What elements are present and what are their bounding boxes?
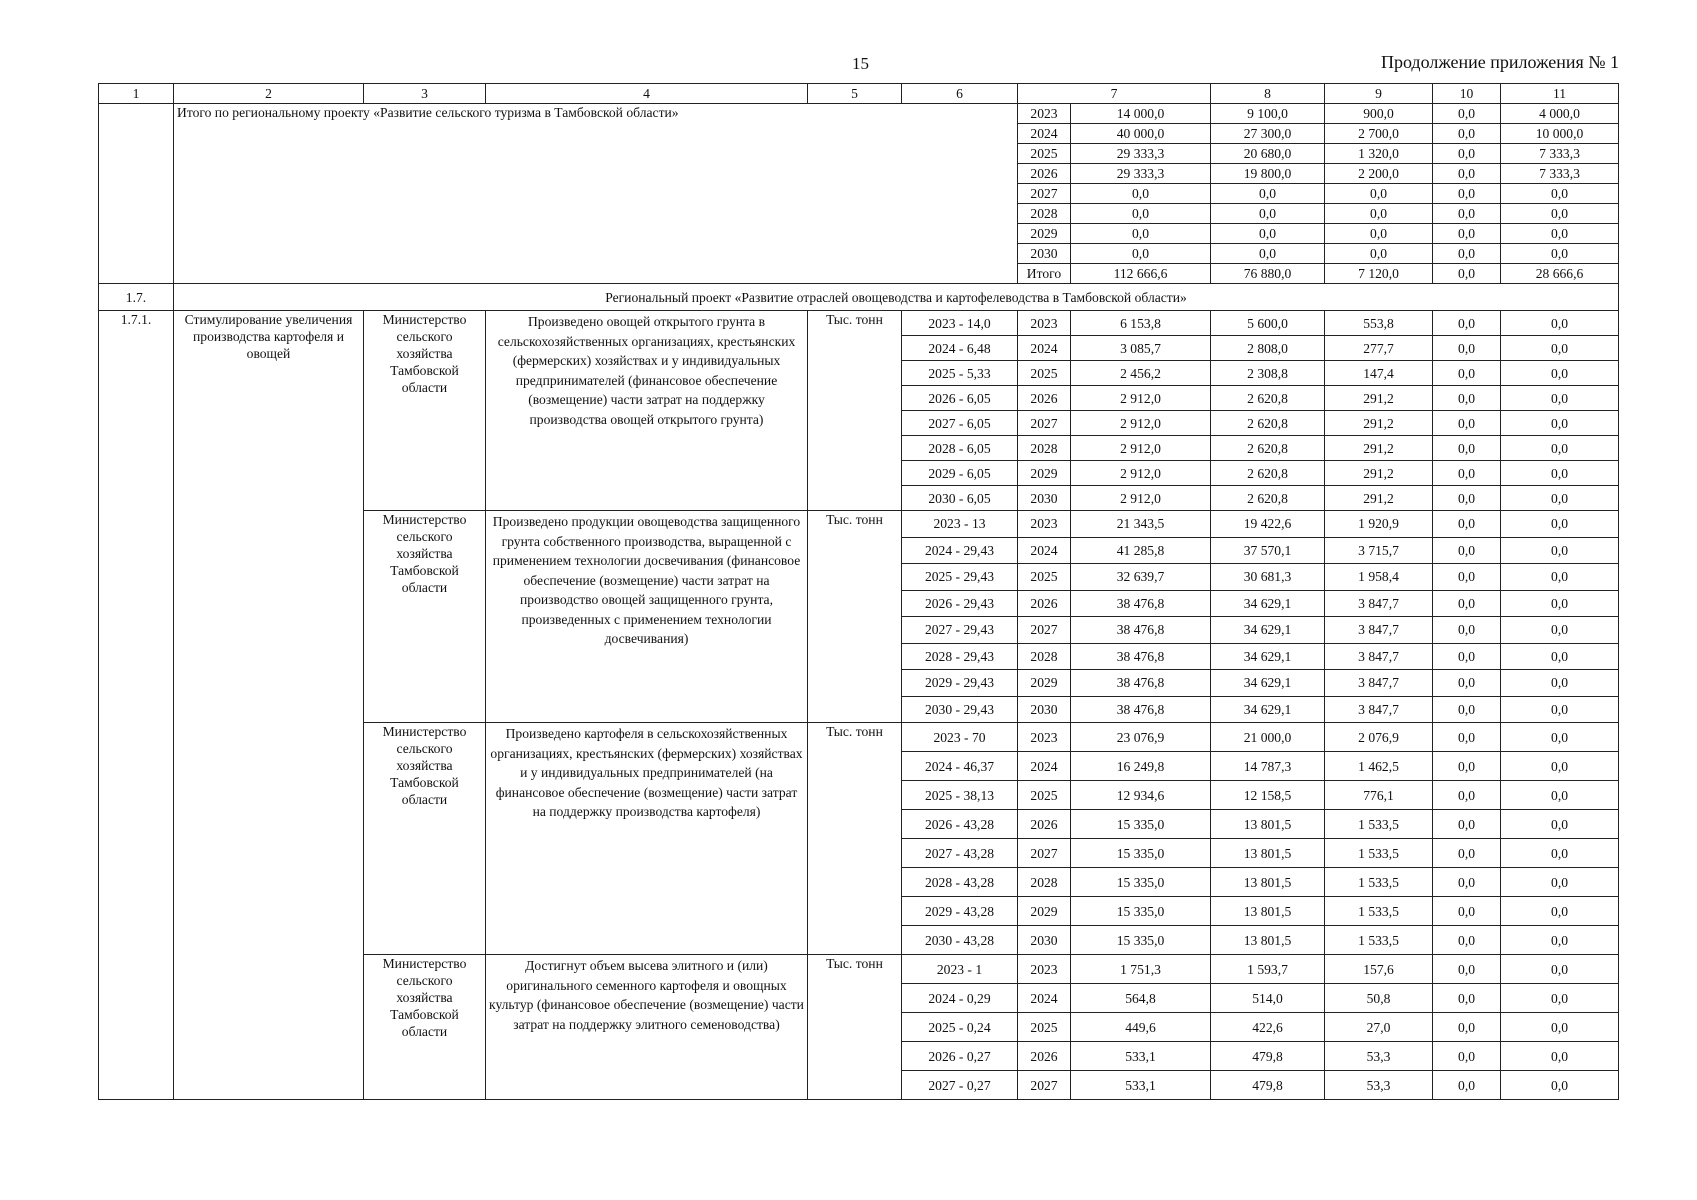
year-cell: 2030 (1018, 926, 1071, 955)
col-header: 1 (99, 84, 174, 104)
year-cell: 2026 (1018, 1042, 1071, 1071)
amount-cell: 3 715,7 (1325, 537, 1433, 564)
amount-cell: 0,0 (1433, 336, 1501, 361)
amount-cell: 0,0 (1433, 386, 1501, 411)
amount-cell: 1 751,3 (1071, 955, 1211, 984)
amount-cell: 0,0 (1433, 810, 1501, 839)
amount-cell: 6 153,8 (1071, 311, 1211, 336)
amount-cell: 0,0 (1433, 670, 1501, 697)
col-header: 2 (174, 84, 364, 104)
amount-cell: 1 533,5 (1325, 810, 1433, 839)
amount-cell: 1 533,5 (1325, 868, 1433, 897)
amount-cell: 147,4 (1325, 361, 1433, 386)
amount-cell: 0,0 (1433, 1071, 1501, 1100)
amount-cell: 27 300,0 (1211, 124, 1325, 144)
amount-cell: 0,0 (1433, 723, 1501, 752)
amount-cell: 0,0 (1433, 224, 1501, 244)
amount-cell: 2 200,0 (1325, 164, 1433, 184)
amount-cell: 0,0 (1211, 244, 1325, 264)
amount-cell: 0,0 (1433, 264, 1501, 284)
amount-cell: 4 000,0 (1501, 104, 1619, 124)
amount-cell: 0,0 (1211, 224, 1325, 244)
year-cell: 2030 (1018, 486, 1071, 511)
amount-cell: 0,0 (1211, 184, 1325, 204)
amount-cell: 0,0 (1433, 781, 1501, 810)
amount-cell: 23 076,9 (1071, 723, 1211, 752)
amount-cell: 21 000,0 (1211, 723, 1325, 752)
amount-cell: 0,0 (1433, 537, 1501, 564)
amount-cell: 0,0 (1325, 184, 1433, 204)
amount-cell: 38 476,8 (1071, 617, 1211, 644)
amount-cell: 15 335,0 (1071, 868, 1211, 897)
target-cell: 2028 - 6,05 (902, 436, 1018, 461)
target-cell: 2027 - 43,28 (902, 839, 1018, 868)
amount-cell: 0,0 (1501, 1071, 1619, 1100)
target-cell: 2025 - 29,43 (902, 564, 1018, 591)
amount-cell: 7 333,3 (1501, 144, 1619, 164)
amount-cell: 53,3 (1325, 1071, 1433, 1100)
amount-cell: 0,0 (1071, 244, 1211, 264)
target-cell: 2026 - 6,05 (902, 386, 1018, 411)
amount-cell: 10 000,0 (1501, 124, 1619, 144)
amount-cell: 0,0 (1325, 224, 1433, 244)
amount-cell: 0,0 (1071, 184, 1211, 204)
amount-cell: 0,0 (1501, 1013, 1619, 1042)
amount-cell: 19 800,0 (1211, 164, 1325, 184)
amount-cell: 3 847,7 (1325, 617, 1433, 644)
year-cell: 2027 (1018, 839, 1071, 868)
amount-cell: 19 422,6 (1211, 511, 1325, 538)
amount-cell: 29 333,3 (1071, 144, 1211, 164)
target-cell: 2028 - 43,28 (902, 868, 1018, 897)
amount-cell: 0,0 (1501, 311, 1619, 336)
summary-row (99, 104, 1619, 124)
amount-cell: 3 847,7 (1325, 696, 1433, 723)
amount-cell: 27,0 (1325, 1013, 1433, 1042)
amount-cell: 0,0 (1501, 224, 1619, 244)
amount-cell: 0,0 (1433, 124, 1501, 144)
amount-cell: 1 958,4 (1325, 564, 1433, 591)
executor-cell: Министерство сельского хозяйства Тамбовской области (364, 311, 486, 511)
amount-cell: 7 120,0 (1325, 264, 1433, 284)
amount-cell: 0,0 (1501, 696, 1619, 723)
amount-cell: 34 629,1 (1211, 617, 1325, 644)
amount-cell: 449,6 (1071, 1013, 1211, 1042)
amount-cell: 2 456,2 (1071, 361, 1211, 386)
year-cell: 2025 (1018, 1013, 1071, 1042)
year-cell: 2026 (1018, 386, 1071, 411)
year-cell: 2029 (1018, 461, 1071, 486)
amount-cell: 0,0 (1501, 868, 1619, 897)
amount-cell: 0,0 (1501, 537, 1619, 564)
amount-cell: 7 333,3 (1501, 164, 1619, 184)
amount-cell: 28 666,6 (1501, 264, 1619, 284)
target-cell: 2023 - 13 (902, 511, 1018, 538)
amount-cell: 38 476,8 (1071, 643, 1211, 670)
amount-cell: 0,0 (1433, 1013, 1501, 1042)
amount-cell: 15 335,0 (1071, 810, 1211, 839)
target-cell: 2029 - 6,05 (902, 461, 1018, 486)
amount-cell: 0,0 (1433, 868, 1501, 897)
amount-cell: 5 600,0 (1211, 311, 1325, 336)
executor-cell: Министерство сельского хозяйства Тамбовской области (364, 511, 486, 723)
amount-cell: 2 620,8 (1211, 386, 1325, 411)
amount-cell: 0,0 (1433, 696, 1501, 723)
amount-cell: 0,0 (1501, 810, 1619, 839)
target-cell: 2024 - 46,37 (902, 752, 1018, 781)
amount-cell: 16 249,8 (1071, 752, 1211, 781)
year-cell: 2030 (1018, 244, 1071, 264)
amount-cell: 0,0 (1501, 590, 1619, 617)
amount-cell: 0,0 (1501, 204, 1619, 224)
year-cell: 2025 (1018, 564, 1071, 591)
appendix-caption: Продолжение приложения № 1 (1380, 52, 1619, 72)
amount-cell: 0,0 (1501, 361, 1619, 386)
year-cell: 2027 (1018, 617, 1071, 644)
amount-cell: 2 620,8 (1211, 436, 1325, 461)
target-cell: 2024 - 0,29 (902, 984, 1018, 1013)
amount-cell: 0,0 (1501, 1042, 1619, 1071)
indicator-cell: Достигнут объем высева элитного и (или) оригинального семенного картофеля и овощных культур (финансовое обеспечение (возмещение) части затрат на поддержку элитного семеноводства) (486, 955, 808, 1100)
col-header: 3 (364, 84, 486, 104)
project-number: 1.7. (99, 284, 174, 311)
target-cell: 2026 - 0,27 (902, 1042, 1018, 1071)
amount-cell: 21 343,5 (1071, 511, 1211, 538)
amount-cell: 0,0 (1501, 617, 1619, 644)
target-cell: 2023 - 70 (902, 723, 1018, 752)
year-cell: 2023 (1018, 104, 1071, 124)
amount-cell: 564,8 (1071, 984, 1211, 1013)
summary-number-cell (99, 104, 174, 284)
amount-cell: 2 912,0 (1071, 436, 1211, 461)
amount-cell: 2 912,0 (1071, 461, 1211, 486)
amount-cell: 14 787,3 (1211, 752, 1325, 781)
amount-cell: 112 666,6 (1071, 264, 1211, 284)
amount-cell: 2 076,9 (1325, 723, 1433, 752)
amount-cell: 2 700,0 (1325, 124, 1433, 144)
amount-cell: 0,0 (1501, 897, 1619, 926)
amount-cell: 1 533,5 (1325, 897, 1433, 926)
amount-cell: 0,0 (1501, 781, 1619, 810)
year-cell: 2023 (1018, 511, 1071, 538)
year-cell: 2027 (1018, 411, 1071, 436)
amount-cell: 0,0 (1325, 244, 1433, 264)
amount-cell: 0,0 (1501, 564, 1619, 591)
amount-cell: 0,0 (1501, 926, 1619, 955)
unit-cell: Тыс. тонн (808, 723, 902, 955)
amount-cell: 30 681,3 (1211, 564, 1325, 591)
amount-cell: 0,0 (1501, 336, 1619, 361)
amount-cell: 38 476,8 (1071, 670, 1211, 697)
year-cell: 2029 (1018, 897, 1071, 926)
unit-cell: Тыс. тонн (808, 311, 902, 511)
target-cell: 2027 - 29,43 (902, 617, 1018, 644)
amount-cell: 0,0 (1433, 984, 1501, 1013)
amount-cell: 0,0 (1433, 436, 1501, 461)
amount-cell: 34 629,1 (1211, 590, 1325, 617)
amount-cell: 0,0 (1433, 361, 1501, 386)
year-cell: 2030 (1018, 696, 1071, 723)
amount-cell: 0,0 (1501, 184, 1619, 204)
amount-cell: 20 680,0 (1211, 144, 1325, 164)
year-cell: 2027 (1018, 184, 1071, 204)
amount-cell: 0,0 (1433, 104, 1501, 124)
year-cell: 2025 (1018, 144, 1071, 164)
amount-cell: 13 801,5 (1211, 868, 1325, 897)
indicator-cell: Произведено картофеля в сельскохозяйственных организациях, крестьянских (фермерских) хозяйствах и у индивидуальных предпринимателей (на финансовое обеспечение (возмещение) части затрат на поддержку производства картофеля) (486, 723, 808, 955)
amount-cell: 0,0 (1433, 411, 1501, 436)
unit-cell: Тыс. тонн (808, 511, 902, 723)
amount-cell: 0,0 (1433, 839, 1501, 868)
target-cell: 2024 - 29,43 (902, 537, 1018, 564)
amount-cell: 0,0 (1433, 617, 1501, 644)
amount-cell: 0,0 (1433, 564, 1501, 591)
amount-cell: 479,8 (1211, 1042, 1325, 1071)
amount-cell: 14 000,0 (1071, 104, 1211, 124)
col-header: 7 (1018, 84, 1211, 104)
year-cell: 2029 (1018, 224, 1071, 244)
amount-cell: 38 476,8 (1071, 696, 1211, 723)
year-cell: 2026 (1018, 810, 1071, 839)
amount-cell: 2 808,0 (1211, 336, 1325, 361)
summary-label: Итого по региональному проекту «Развитие сельского туризма в Тамбовской области» (174, 104, 1018, 284)
amount-cell: 0,0 (1433, 486, 1501, 511)
amount-cell: 0,0 (1501, 752, 1619, 781)
measure-name: Стимулирование увеличения производства картофеля и овощей (174, 311, 364, 1100)
amount-cell: 34 629,1 (1211, 643, 1325, 670)
amount-cell: 0,0 (1433, 244, 1501, 264)
amount-cell: 0,0 (1501, 839, 1619, 868)
amount-cell: 0,0 (1071, 224, 1211, 244)
amount-cell: 0,0 (1501, 670, 1619, 697)
amount-cell: 1 320,0 (1325, 144, 1433, 164)
amount-cell: 12 158,5 (1211, 781, 1325, 810)
year-cell: 2024 (1018, 336, 1071, 361)
target-cell: 2030 - 6,05 (902, 486, 1018, 511)
year-cell: 2023 (1018, 955, 1071, 984)
amount-cell: 1 462,5 (1325, 752, 1433, 781)
target-cell: 2025 - 0,24 (902, 1013, 1018, 1042)
data-row (99, 311, 1619, 336)
amount-cell: 0,0 (1501, 386, 1619, 411)
amount-cell: 2 620,8 (1211, 486, 1325, 511)
amount-cell: 38 476,8 (1071, 590, 1211, 617)
amount-cell: 291,2 (1325, 386, 1433, 411)
target-cell: 2028 - 29,43 (902, 643, 1018, 670)
target-cell: 2030 - 29,43 (902, 696, 1018, 723)
amount-cell: 277,7 (1325, 336, 1433, 361)
amount-cell: 3 085,7 (1071, 336, 1211, 361)
year-cell: 2025 (1018, 781, 1071, 810)
amount-cell: 15 335,0 (1071, 839, 1211, 868)
amount-cell: 533,1 (1071, 1071, 1211, 1100)
amount-cell: 1 533,5 (1325, 926, 1433, 955)
amount-cell: 0,0 (1501, 411, 1619, 436)
executor-cell: Министерство сельского хозяйства Тамбовской области (364, 723, 486, 955)
year-cell: 2023 (1018, 723, 1071, 752)
amount-cell: 291,2 (1325, 461, 1433, 486)
amount-cell: 0,0 (1433, 1042, 1501, 1071)
column-number-row (99, 84, 1619, 104)
amount-cell: 514,0 (1211, 984, 1325, 1013)
amount-cell: 0,0 (1211, 204, 1325, 224)
page-number: 15 (852, 54, 869, 73)
amount-cell: 34 629,1 (1211, 670, 1325, 697)
target-cell: 2026 - 43,28 (902, 810, 1018, 839)
amount-cell: 0,0 (1433, 590, 1501, 617)
target-cell: 2026 - 29,43 (902, 590, 1018, 617)
amount-cell: 0,0 (1501, 244, 1619, 264)
year-cell: 2028 (1018, 643, 1071, 670)
amount-cell: 76 880,0 (1211, 264, 1325, 284)
col-header: 4 (486, 84, 808, 104)
amount-cell: 2 912,0 (1071, 486, 1211, 511)
amount-cell: 0,0 (1071, 204, 1211, 224)
amount-cell: 13 801,5 (1211, 926, 1325, 955)
amount-cell: 0,0 (1433, 311, 1501, 336)
amount-cell: 0,0 (1433, 184, 1501, 204)
amount-cell: 0,0 (1433, 926, 1501, 955)
amount-cell: 2 308,8 (1211, 361, 1325, 386)
target-cell: 2029 - 29,43 (902, 670, 1018, 697)
amount-cell: 291,2 (1325, 486, 1433, 511)
col-header: 10 (1433, 84, 1501, 104)
amount-cell: 15 335,0 (1071, 897, 1211, 926)
amount-cell: 0,0 (1433, 164, 1501, 184)
target-cell: 2023 - 14,0 (902, 311, 1018, 336)
amount-cell: 3 847,7 (1325, 590, 1433, 617)
amount-cell: 0,0 (1433, 897, 1501, 926)
amount-cell: 0,0 (1433, 144, 1501, 164)
amount-cell: 13 801,5 (1211, 810, 1325, 839)
amount-cell: 0,0 (1501, 643, 1619, 670)
col-header: 11 (1501, 84, 1619, 104)
year-cell: 2027 (1018, 1071, 1071, 1100)
executor-cell: Министерство сельского хозяйства Тамбовской области (364, 955, 486, 1100)
amount-cell: 0,0 (1501, 955, 1619, 984)
amount-cell: 2 912,0 (1071, 411, 1211, 436)
amount-cell: 479,8 (1211, 1071, 1325, 1100)
year-cell: 2024 (1018, 124, 1071, 144)
amount-cell: 53,3 (1325, 1042, 1433, 1071)
target-cell: 2027 - 0,27 (902, 1071, 1018, 1100)
amount-cell: 776,1 (1325, 781, 1433, 810)
amount-cell: 0,0 (1433, 752, 1501, 781)
amount-cell: 900,0 (1325, 104, 1433, 124)
target-cell: 2029 - 43,28 (902, 897, 1018, 926)
amount-cell: 0,0 (1501, 511, 1619, 538)
col-header: 9 (1325, 84, 1433, 104)
amount-cell: 1 920,9 (1325, 511, 1433, 538)
amount-cell: 291,2 (1325, 436, 1433, 461)
measure-number: 1.7.1. (99, 311, 174, 1100)
year-cell: 2026 (1018, 164, 1071, 184)
unit-cell: Тыс. тонн (808, 955, 902, 1100)
amount-cell: 13 801,5 (1211, 897, 1325, 926)
amount-cell: 2 620,8 (1211, 461, 1325, 486)
amount-cell: 2 620,8 (1211, 411, 1325, 436)
year-cell: 2028 (1018, 204, 1071, 224)
year-cell: 2028 (1018, 436, 1071, 461)
amount-cell: 12 934,6 (1071, 781, 1211, 810)
target-cell: 2024 - 6,48 (902, 336, 1018, 361)
amount-cell: 0,0 (1433, 461, 1501, 486)
amount-cell: 15 335,0 (1071, 926, 1211, 955)
col-header: 8 (1211, 84, 1325, 104)
year-cell: Итого (1018, 264, 1071, 284)
amount-cell: 0,0 (1433, 955, 1501, 984)
year-cell: 2023 (1018, 311, 1071, 336)
amount-cell: 37 570,1 (1211, 537, 1325, 564)
project-title: Региональный проект «Развитие отраслей овощеводства и картофелеводства в Тамбовской области» (174, 284, 1619, 311)
amount-cell: 0,0 (1501, 461, 1619, 486)
amount-cell: 13 801,5 (1211, 839, 1325, 868)
year-cell: 2029 (1018, 670, 1071, 697)
year-cell: 2026 (1018, 590, 1071, 617)
indicator-cell: Произведено продукции овощеводства защищенного грунта собственного производства, выращенной с применением технологии досвечивания (финансовое обеспечение (возмещение) части затрат на производство овощей защищенного грунта, произведенных с применением технологии досвечивания) (486, 511, 808, 723)
amount-cell: 0,0 (1501, 984, 1619, 1013)
amount-cell: 32 639,7 (1071, 564, 1211, 591)
year-cell: 2024 (1018, 752, 1071, 781)
program-table (98, 83, 1619, 1100)
amount-cell: 0,0 (1325, 204, 1433, 224)
amount-cell: 40 000,0 (1071, 124, 1211, 144)
target-cell: 2030 - 43,28 (902, 926, 1018, 955)
amount-cell: 3 847,7 (1325, 643, 1433, 670)
year-cell: 2028 (1018, 868, 1071, 897)
amount-cell: 9 100,0 (1211, 104, 1325, 124)
target-cell: 2023 - 1 (902, 955, 1018, 984)
amount-cell: 0,0 (1433, 511, 1501, 538)
amount-cell: 0,0 (1501, 723, 1619, 752)
amount-cell: 0,0 (1501, 486, 1619, 511)
target-cell: 2027 - 6,05 (902, 411, 1018, 436)
indicator-cell: Произведено овощей открытого грунта в сельскохозяйственных организациях, крестьянских (фермерских) хозяйствах и у индивидуальных предпринимателей (финансовое обеспечение (возмещение) части затрат на поддержку производства овощей открытого грунта) (486, 311, 808, 511)
amount-cell: 1 533,5 (1325, 839, 1433, 868)
amount-cell: 533,1 (1071, 1042, 1211, 1071)
target-cell: 2025 - 38,13 (902, 781, 1018, 810)
amount-cell: 3 847,7 (1325, 670, 1433, 697)
year-cell: 2024 (1018, 984, 1071, 1013)
table-body (99, 84, 1619, 1100)
amount-cell: 2 912,0 (1071, 386, 1211, 411)
target-cell: 2025 - 5,33 (902, 361, 1018, 386)
amount-cell: 34 629,1 (1211, 696, 1325, 723)
amount-cell: 1 593,7 (1211, 955, 1325, 984)
col-header: 6 (902, 84, 1018, 104)
amount-cell: 0,0 (1433, 643, 1501, 670)
project-row (99, 284, 1619, 311)
amount-cell: 553,8 (1325, 311, 1433, 336)
amount-cell: 50,8 (1325, 984, 1433, 1013)
amount-cell: 422,6 (1211, 1013, 1325, 1042)
amount-cell: 157,6 (1325, 955, 1433, 984)
amount-cell: 291,2 (1325, 411, 1433, 436)
amount-cell: 41 285,8 (1071, 537, 1211, 564)
col-header: 5 (808, 84, 902, 104)
amount-cell: 29 333,3 (1071, 164, 1211, 184)
year-cell: 2025 (1018, 361, 1071, 386)
year-cell: 2024 (1018, 537, 1071, 564)
amount-cell: 0,0 (1433, 204, 1501, 224)
amount-cell: 0,0 (1501, 436, 1619, 461)
